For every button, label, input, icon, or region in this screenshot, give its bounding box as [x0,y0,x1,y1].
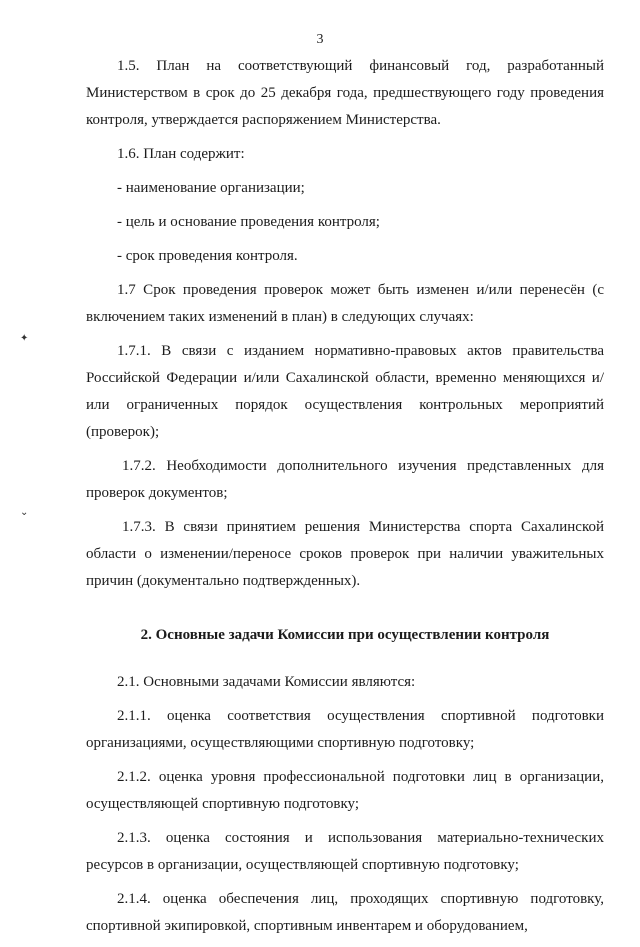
document-body [86,53,604,947]
paragraph-2-1-4: 2.1.4. оценка обеспечения лиц, проходящих спортивную подготовку, спортивной экипировкой, спортивным инвентарем и оборудованием, [86,891,604,934]
scan-artifact-mark: ⌄ [20,507,29,518]
paragraph-2-1-2: 2.1.2. оценка уровня профессиональной подготовки лиц в организации, осуществляющей спортивную подготовку; [86,769,604,812]
paragraph-1-7-1: 1.7.1. В связи с изданием нормативно-правовых актов правительства Российской Федерации и/или Сахалинской области, временно меняющихся и/или ограниченных порядок осуществления контрольных мероприятий (проверок); [86,343,604,440]
paragraph-1-7: 1.7 Срок проведения проверок может быть изменен и/или перенесён (с включением таких изменений в план) в следующих случаях: [86,282,604,325]
list-item: - срок проведения контроля. [117,248,298,264]
paragraph-2-1-1: 2.1.1. оценка соответствия осуществления спортивной подготовки организациями, осуществляющими спортивную подготовку; [86,708,604,751]
list-item: - цель и основание проведения контроля; [117,214,380,230]
paragraph-1-6: 1.6. План содержит: [117,146,245,162]
paragraph-1-5: 1.5. План на соответствующий финансовый год, разработанный Министерством в срок до 25 декабря года, предшествующего году проведения контроля, утверждается распоряжением Министерства. [86,58,604,128]
paragraph-1-7-3: 1.7.3. В связи принятием решения Министерства спорта Сахалинской области о изменении/переносе сроков проверок при наличии уважительных причин (документально подтвержденных). [86,519,604,589]
paragraph-1-7-2: 1.7.2. Необходимости дополнительного изучения представленных для проверок документов; [86,458,604,501]
page-number: 3 [316,32,324,47]
scan-artifact-mark: ✦ [20,333,29,344]
section-2-heading: 2. Основные задачи Комиссии при осуществлении контроля [140,627,550,643]
list-item: - наименование организации; [117,180,305,196]
paragraph-2-1-3: 2.1.3. оценка состояния и использования материально-технических ресурсов в организации, осуществляющей спортивную подготовку; [86,830,604,873]
paragraph-2-1: 2.1. Основными задачами Комиссии являются: [117,674,416,690]
